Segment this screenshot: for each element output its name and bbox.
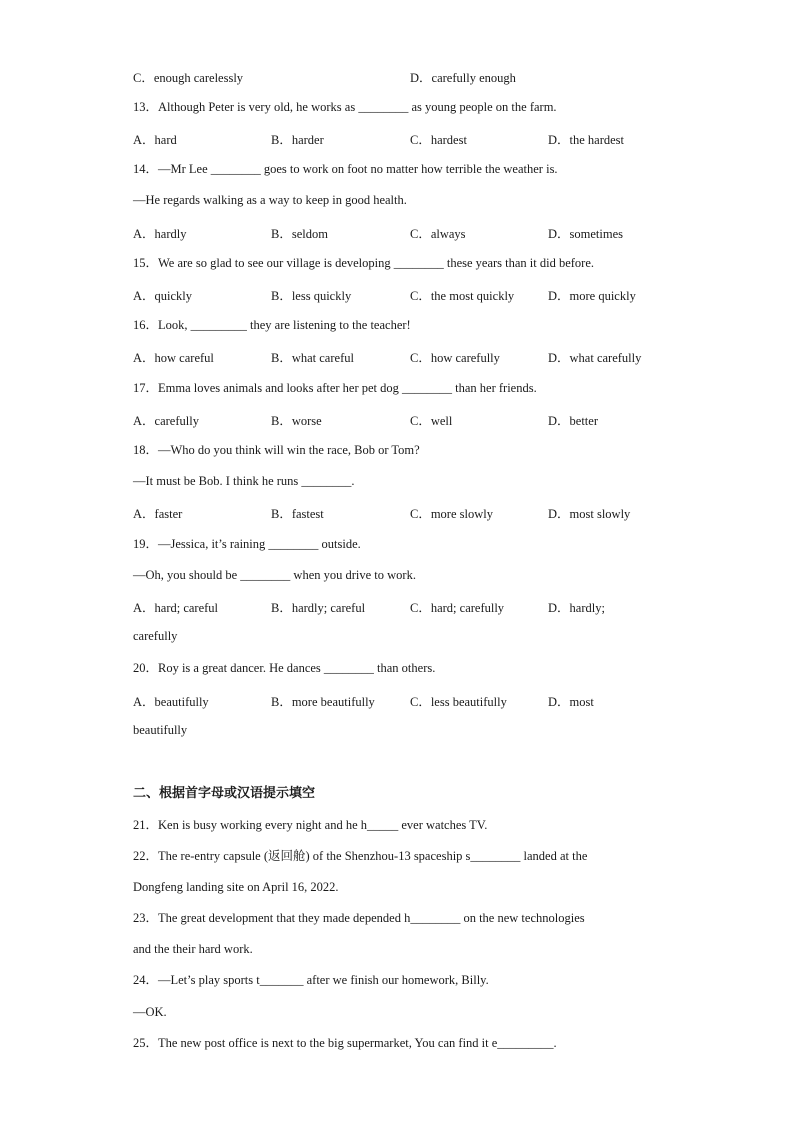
q18-stem-line2: —It must be Bob. I think he runs ________.	[133, 474, 355, 488]
q19-stem-line2: —Oh, you should be ________ when you drive to work.	[133, 568, 416, 582]
q14-option-a: A．hardly	[133, 227, 187, 241]
q19-option-d: D．hardly;	[548, 601, 605, 615]
q14-stem-line2: —He regards walking as a way to keep in good health.	[133, 193, 407, 207]
q17-option-d: D．better	[548, 414, 598, 428]
q15-option-c: C．the most quickly	[410, 289, 515, 303]
q17-option-c: C．well	[410, 414, 453, 428]
q19-option-d-wrap: carefully	[133, 629, 178, 643]
q22-stem-line2: Dongfeng landing site on April 16, 2022.	[133, 880, 339, 894]
q18-option-d: D．most slowly	[548, 507, 631, 521]
q22-stem: 22．The re-entry capsule (返回舱) of the Shenzhou-13 spaceship s________ landed at the	[133, 849, 588, 863]
q12-option-d: D．carefully enough	[410, 71, 516, 85]
q19-option-c: C．hard; carefully	[410, 601, 505, 615]
q16-option-d: D．what carefully	[548, 351, 642, 365]
q19-option-b: B．hardly; careful	[271, 601, 366, 615]
q20-option-d: D．most	[548, 695, 594, 709]
q20-stem: 20．Roy is a great dancer. He dances ________ than others.	[133, 661, 436, 675]
q20-option-a: A．beautifully	[133, 695, 209, 709]
q13-option-a: A．hard	[133, 133, 177, 147]
q25-stem: 25．The new post office is next to the big supermarket, You can find it e_________.	[133, 1036, 557, 1050]
q18-option-a: A．faster	[133, 507, 183, 521]
q17-stem: 17．Emma loves animals and looks after her pet dog ________ than her friends.	[133, 381, 537, 395]
q18-option-c: C．more slowly	[410, 507, 493, 521]
q20-option-c: C．less beautifully	[410, 695, 507, 709]
q13-option-c: C．hardest	[410, 133, 467, 147]
q17-option-b: B．worse	[271, 414, 322, 428]
q16-stem: 16．Look, _________ they are listening to the teacher!	[133, 318, 411, 332]
q18-stem: 18．—Who do you think will win the race, Bob or Tom?	[133, 443, 420, 457]
q15-option-a: A．quickly	[133, 289, 193, 303]
q20-option-d-wrap: beautifully	[133, 723, 188, 737]
q14-option-d: D．sometimes	[548, 227, 623, 241]
q24-stem-line2: —OK.	[133, 1005, 167, 1019]
q16-option-b: B．what careful	[271, 351, 354, 365]
section-heading: 二、根据首字母或汉语提示填空	[133, 786, 316, 801]
q16-option-c: C．how carefully	[410, 351, 500, 365]
q12-option-c: C．enough carelessly	[133, 71, 244, 85]
q15-option-b: B．less quickly	[271, 289, 352, 303]
q14-option-c: C．always	[410, 227, 466, 241]
q21-stem: 21．Ken is busy working every night and he h_____ ever watches TV.	[133, 818, 488, 832]
q23-stem-line2: and the their hard work.	[133, 942, 253, 956]
q14-stem: 14．—Mr Lee ________ goes to work on foot no matter how terrible the weather is.	[133, 162, 558, 176]
q15-stem: 15．We are so glad to see our village is developing ________ these years than it did before.	[133, 256, 595, 270]
q13-stem: 13．Although Peter is very old, he works as ________ as young people on the farm.	[133, 100, 557, 114]
q23-stem: 23．The great development that they made depended h________ on the new technologies	[133, 911, 585, 925]
q13-option-b: B．harder	[271, 133, 324, 147]
q15-option-d: D．more quickly	[548, 289, 636, 303]
q24-stem: 24．—Let’s play sports t_______ after we finish our homework, Billy.	[133, 973, 489, 987]
q16-option-a: A．how careful	[133, 351, 214, 365]
q19-option-a: A．hard; careful	[133, 601, 219, 615]
q14-option-b: B．seldom	[271, 227, 328, 241]
q20-option-b: B．more beautifully	[271, 695, 375, 709]
q19-stem: 19．—Jessica, it’s raining ________ outside.	[133, 537, 361, 551]
q18-option-b: B．fastest	[271, 507, 324, 521]
q17-option-a: A．carefully	[133, 414, 199, 428]
q13-option-d: D．the hardest	[548, 133, 625, 147]
